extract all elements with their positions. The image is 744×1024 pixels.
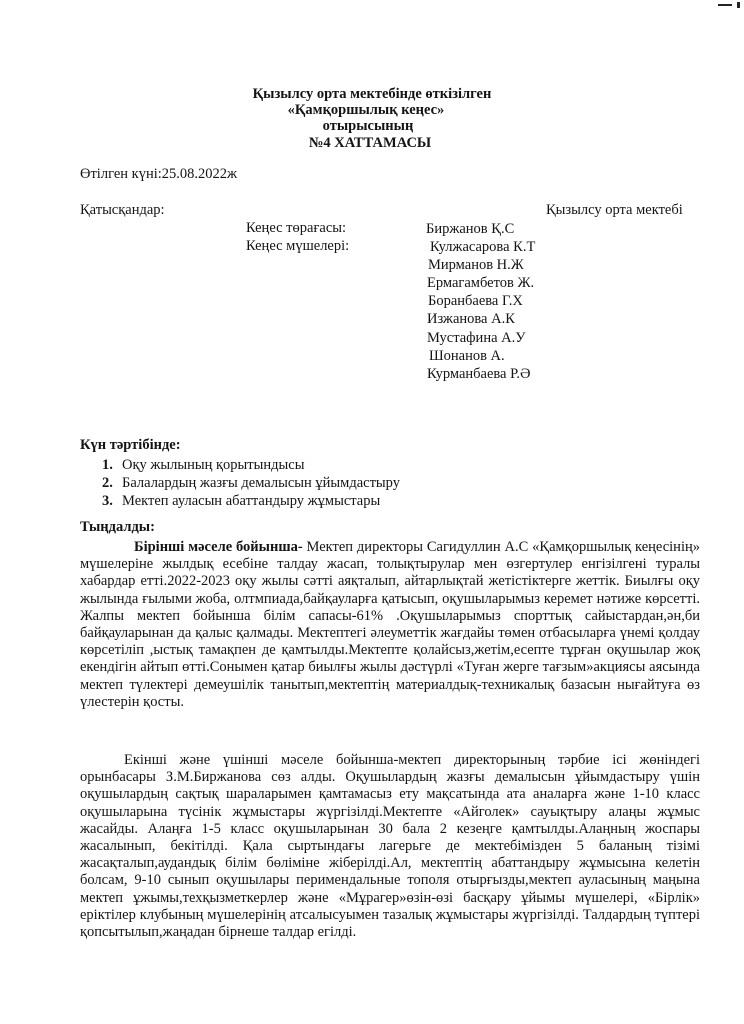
agenda-heading: Күн тәртібінде: (80, 437, 181, 453)
header-council-name: «Қамқоршылық кеңес» (287, 102, 445, 118)
agenda-list (102, 456, 400, 510)
participant-name: Курманбаева Р.Ә (427, 365, 531, 382)
second-third-issue-text: Екінші және үшінші мәселе бойынша-мектеп директорының тәрбие ісі жөніндегі орынбасары З.М.Биржанова сөз алды. Оқушылардың жазғы демалысын ұйымдастыру үшін оқушылардың сақтық шараларымен қамтамасыз ету мақсатында ата аналарға және 1-10 класс оқушыларына түсінік жұмыстары жүргізілді.Мектепте «Айголек» сауықтыру алаңы жұмыс жасайды. Алаңға 1-5 класс оқушыларынан 30 бала 2 кезеңге қамтылды.Алаңның жоспары жасалынып, бекітілді. Қала сыртындағы лагерьге де мектебімізден 5 баланың тізімі жасақталып,аудандық білім бөліміне жіберілді.Ал, мектептің абаттандыру жұмысына келетін болсам, 9-10 сынып оқушылары перимендальные тополя отырғызды,мектеп ауласының маңына мектеп ұжымы,техқызметкерлер және «Мұрагер»өзін-өзі басқару ұйымы мүшелері, «Бірлік» еріктілер клубының мүшелерінің атсалысуымен тазалық жұмыстары жүргізілді. Талдардың түптері қопсытылып,жаңадан бірнеше талдар егілді. (80, 752, 700, 941)
agenda-item (102, 474, 400, 492)
agenda-item (102, 492, 400, 510)
chair-label: Кеңес төрағасы: (246, 220, 347, 236)
heard-heading: Тыңдалды: (80, 519, 155, 535)
school-name: Қызылсу орта мектебі (546, 202, 683, 218)
participant-name: Боранбаева Г.Х (428, 293, 523, 310)
agenda-item-text: Балалардың жазғы демалысын ұйымдастыру (122, 475, 400, 491)
participant-name: Кулжасарова К.Т (430, 239, 536, 256)
first-issue-text: Мектеп директоры Сагидуллин А.С «Қамқоршылық кеңесінің» мүшелеріне жылдық есебіне талдау жасап, толықтырулар мен өзгертулер енгізілгені туралы хабардар етті.2022-2023 оқу жылы сәтті аяқталып, айтарлықтай жетістіктерге жеттік. Биылғы оқу жылында ғылыми жоба, олтмпиада,байқауларға қатысып, оқушыларымыз керемет нәтиже көрсетті. Жалпы мектеп бойынша білім сапасы-61% .Оқушыларымыз спорттық сайыстардан,ән,би байқауларынан да қалыс қалмады. Мектептегі әлеуметтік жағдайы төмен отбасыларға үнемі қолдау көрсетіліп ,ыстық тамақпен де қамтылды.Мектепте қолайсыз,жетім,есепте тұрған оқушылар жоқ екендігін айтып өтті.Сонымен қатар биылғы жылы дәстүрлі «Туған жерге тағзым»акциясы аясында мектеп түлектері демеушілік танытып,мектептің материалдық-техникалық базасын нығайтуға өз үлестерін қосты. (80, 539, 700, 710)
participant-name: Мустафина А.У (427, 329, 526, 346)
scan-mark (718, 4, 732, 6)
participant-name: Биржанов Қ.С (426, 221, 515, 237)
first-issue-lead: Бірінші мәселе бойынша- (134, 539, 303, 555)
agenda-item (102, 456, 400, 474)
first-issue-paragraph (80, 539, 700, 711)
agenda-item-text: Оқу жылының қорытындысы (122, 457, 305, 473)
participants-list (424, 220, 535, 383)
agenda-item-number: 2. (102, 475, 113, 491)
members-label: Кеңес мүшелері: (246, 238, 350, 254)
participant-name: Ермагамбетов Ж. (427, 275, 535, 292)
second-third-issue-paragraph (80, 752, 700, 941)
participant-name: Мирманов Н.Ж (428, 257, 524, 274)
meeting-date: Өтілген күні:25.08.2022ж (80, 166, 238, 182)
header-meeting-line: отырысының (322, 118, 414, 134)
scan-mark (737, 2, 740, 8)
agenda-item-number: 1. (102, 457, 113, 473)
header-school-line: Қызылсу орта мектебінде өткізілген (252, 86, 492, 102)
agenda-item-text: Мектеп ауласын абаттандыру жұмыстары (122, 493, 381, 509)
participants-label: Қатысқандар: (80, 202, 165, 218)
agenda-item-number: 3. (102, 493, 113, 509)
participant-name: Изжанова А.К (427, 311, 515, 328)
participant-name: Шонанов А. (429, 347, 505, 364)
document-title: №4 ХАТТАМАСЫ (308, 135, 432, 151)
